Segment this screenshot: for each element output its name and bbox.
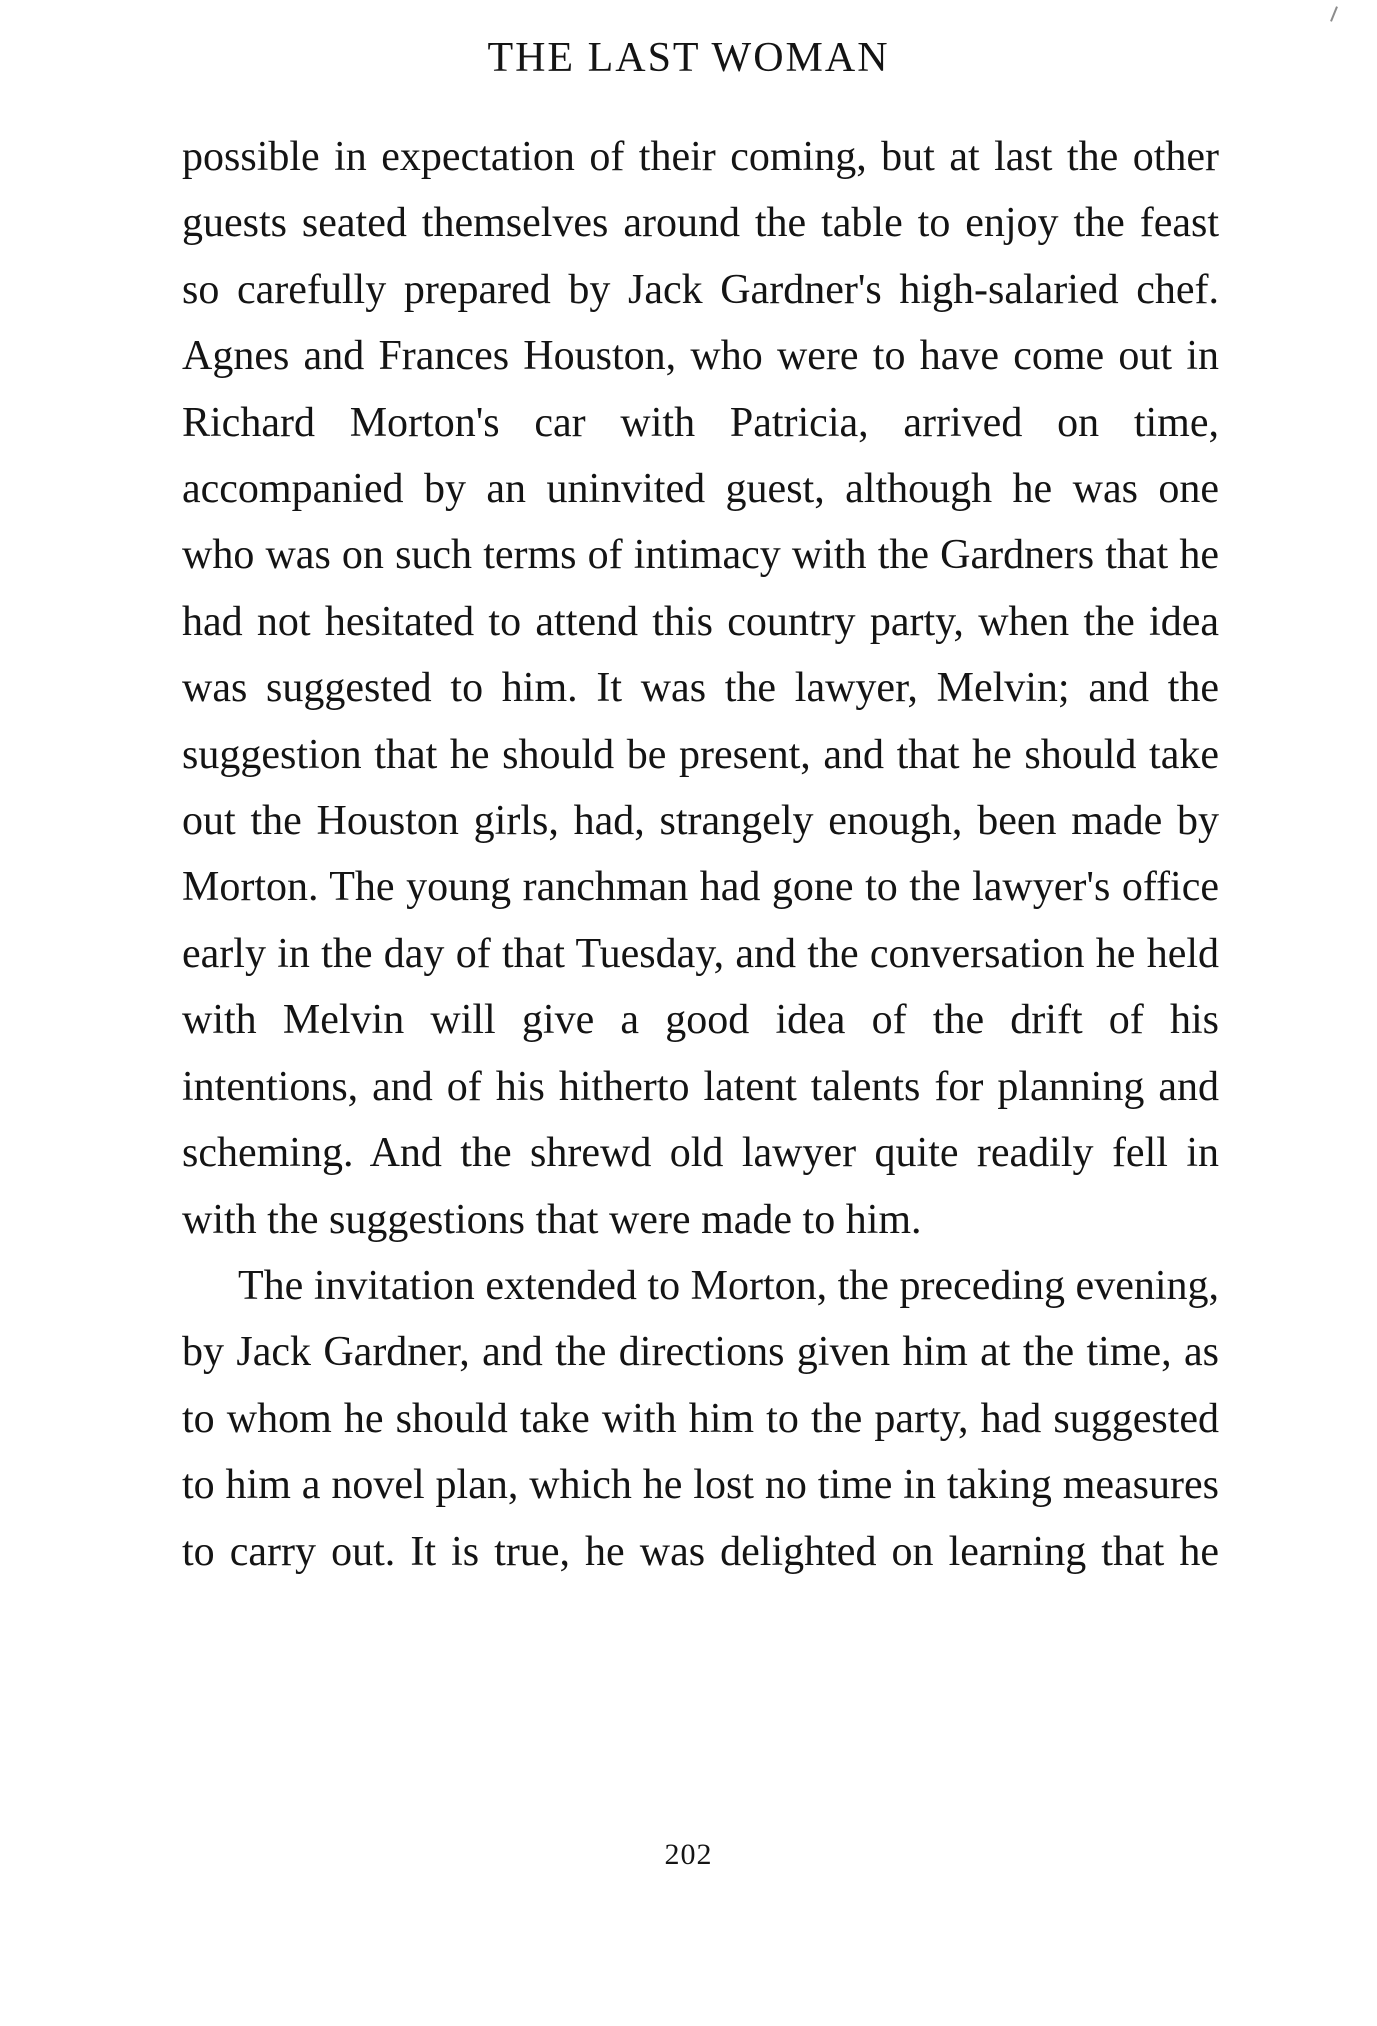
paragraph-2: The invitation extended to Morton, the preceding evening, by Jack Gardner, and the directions given him at the time, as to whom he should take with him to the party, had suggested to him a novel plan, which he lost no time in taking measures to carry out. It is true, he was delighted on learning that he <box>182 1262 1219 1575</box>
body-text <box>182 124 1219 1585</box>
running-head: THE LAST WOMAN <box>487 35 890 81</box>
paragraph-1: possible in expectation of their coming, but at last the other guests seated themselves around the table to enjoy the feast so carefully prepared by Jack Gardner's high-salaried chef. Agnes and Frances Houston, who were to have come out in Richard Morton's car with Patricia, arrived on time, accompanied by an uninvited guest, although he was one who was on such terms of intimacy with the Gardners that he had not hesitated to attend this country party, when the idea was suggested to him. It was the lawyer, Melvin; and the suggestion that he should be present, and that he should take out the Houston girls, had, strangely enough, been made by Morton. The young ranchman had gone to the lawyer's office early in the day of that Tuesday, and the conversation he held with Melvin will give a good idea of the drift of his intentions, and of his hitherto latent talents for planning and scheming. And the shrewd old lawyer quite readily fell in with the suggestions that were made to him. <box>182 134 1219 1243</box>
page-number: 202 <box>664 1838 713 1871</box>
page-speck <box>1330 6 1338 22</box>
